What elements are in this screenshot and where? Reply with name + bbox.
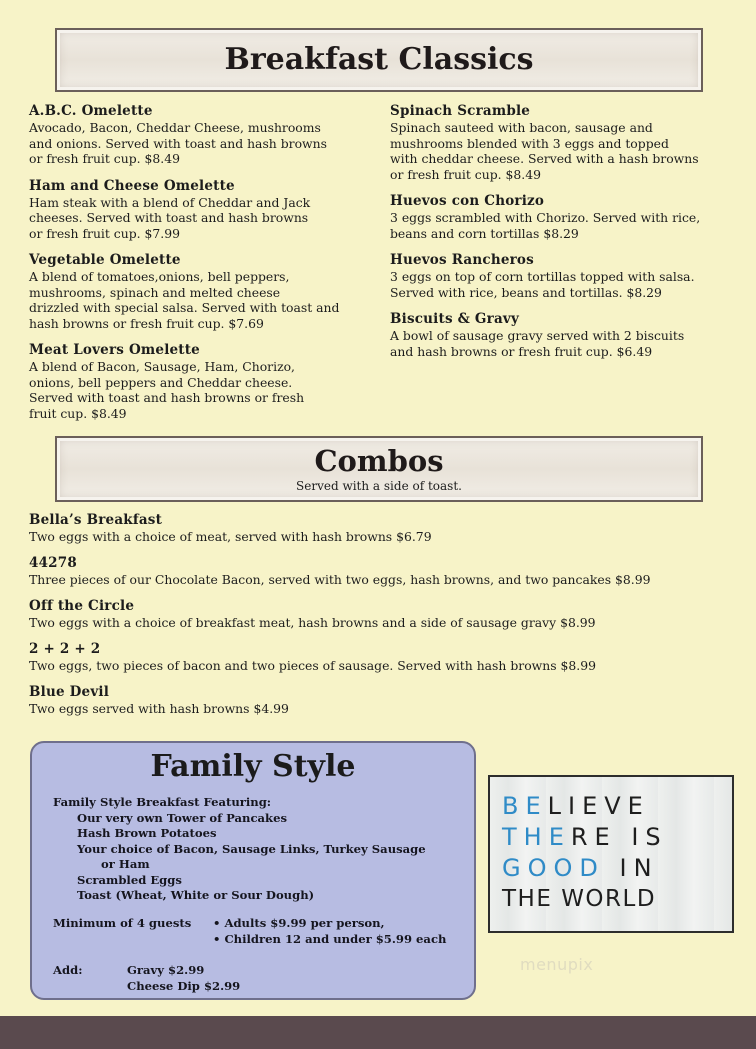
combo-name: 2 + 2 + 2 xyxy=(29,641,101,657)
sign-blue-text: GOOD xyxy=(502,854,605,882)
item-description xyxy=(29,120,369,167)
desc-line: mushrooms, spinach and melted cheese xyxy=(29,284,281,300)
desc-line: Avocado, Bacon, Cheddar Cheese, mushrooms xyxy=(29,120,321,135)
believe-sign xyxy=(488,775,734,933)
combo-item xyxy=(29,511,739,545)
sign-line-2 xyxy=(502,822,732,853)
desc-line: or fresh fruit cup. $8.49 xyxy=(29,151,181,166)
combo-description: Two eggs served with hash browns $4.99 xyxy=(29,701,289,716)
breakfast-classics-banner xyxy=(55,28,703,92)
add-label: Add: xyxy=(53,963,83,977)
item-name: Huevos Rancheros xyxy=(390,252,534,268)
combo-item xyxy=(29,597,739,631)
desc-line: hash browns or fresh fruit cup. $7.69 xyxy=(29,315,264,331)
family-style-addons xyxy=(53,963,473,994)
desc-line: 3 eggs scrambled with Chorizo. Served with rice, xyxy=(390,210,701,225)
desc-line: Spinach sauteed with bacon, sausage and xyxy=(390,120,653,135)
desc-line: cheeses. Served with toast and hash browns xyxy=(29,210,309,225)
section-title-combos: Combos xyxy=(314,444,444,478)
sign-text: IN xyxy=(604,854,659,882)
item-name: A.B.C. Omelette xyxy=(29,103,153,119)
featuring-item: Hash Brown Potatoes xyxy=(77,826,217,840)
menu-item xyxy=(390,251,735,300)
item-name: Huevos con Chorizo xyxy=(390,193,545,209)
combos-subtitle: Served with a side of toast. xyxy=(296,479,462,493)
sign-blue-text: BE xyxy=(502,792,548,820)
sign-text: RE IS xyxy=(570,823,668,851)
item-description xyxy=(390,210,735,241)
item-name: Ham and Cheese Omelette xyxy=(29,177,235,194)
desc-line: with cheddar cheese. Served with a hash browns xyxy=(390,151,699,166)
desc-line: drizzled with special salsa. Served with toast and xyxy=(29,300,340,315)
menu-item xyxy=(29,341,369,421)
combo-item xyxy=(29,554,739,588)
combo-name: Bella’s Breakfast xyxy=(29,512,163,528)
combo-description: Two eggs, two pieces of bacon and two pieces of sausage. Served with hash browns $8.99 xyxy=(29,658,597,673)
sign-line-4: THE WORLD xyxy=(502,886,657,912)
desc-line: A blend of tomatoes,onions, bell peppers, xyxy=(29,269,290,284)
family-style-pricing xyxy=(53,916,473,947)
right-menu-column xyxy=(390,102,735,369)
family-style-box xyxy=(30,741,476,1000)
left-menu-column xyxy=(29,102,369,431)
item-description xyxy=(390,269,735,300)
desc-line: Served with rice, beans and tortillas. $8.29 xyxy=(390,284,662,300)
featuring-item: Your choice of Bacon, Sausage Links, Turkey Sausage xyxy=(77,841,426,856)
combo-description: Two eggs with a choice of breakfast meat, hash browns and a side of sausage gravy $8.99 xyxy=(29,615,596,630)
combo-description: Three pieces of our Chocolate Bacon, served with two eggs, hash browns, and two pancakes $8.99 xyxy=(29,572,651,587)
desc-line: or fresh fruit cup. $8.49 xyxy=(390,166,542,182)
menu-item xyxy=(29,177,369,242)
menu-item xyxy=(29,251,369,331)
desc-line: or fresh fruit cup. $7.99 xyxy=(29,225,181,241)
featuring-item: Our very own Tower of Pancakes xyxy=(77,810,287,825)
combos-list xyxy=(29,511,739,726)
children-price: • Children 12 and under $5.99 each xyxy=(213,931,447,946)
sign-text: LIEVE xyxy=(547,792,650,820)
item-name: Vegetable Omelette xyxy=(29,252,181,268)
bottom-border xyxy=(0,1016,756,1049)
desc-line: beans and corn tortillas $8.29 xyxy=(390,225,579,241)
watermark: menupix xyxy=(520,955,594,974)
family-style-featuring xyxy=(53,795,468,904)
desc-line: and hash browns or fresh fruit cup. $6.49 xyxy=(390,343,653,359)
menu-item xyxy=(390,192,735,241)
featuring-heading: Family Style Breakfast Featuring: xyxy=(53,795,272,809)
sign-blue-text: THE xyxy=(502,823,571,851)
item-name: Biscuits & Gravy xyxy=(390,311,520,327)
sign-line-1 xyxy=(502,791,732,822)
desc-line: 3 eggs on top of corn tortillas topped with salsa. xyxy=(390,269,695,284)
combo-name: Off the Circle xyxy=(29,598,135,614)
combos-banner xyxy=(55,436,703,502)
desc-line: Served with toast and hash browns or fresh xyxy=(29,390,305,405)
desc-line: Ham steak with a blend of Cheddar and Jack xyxy=(29,194,311,210)
adults-price: • Adults $9.99 per person, xyxy=(213,916,385,930)
addon-item: Gravy $2.99 xyxy=(127,963,205,977)
desc-line: A bowl of sausage gravy served with 2 biscuits xyxy=(390,328,685,343)
menu-item xyxy=(29,102,369,167)
desc-line: mushrooms blended with 3 eggs and topped xyxy=(390,135,669,151)
item-description xyxy=(390,120,735,182)
family-style-title: Family Style xyxy=(150,749,356,784)
featuring-item: Scrambled Eggs xyxy=(77,872,182,887)
desc-line: fruit cup. $8.49 xyxy=(29,405,127,421)
item-description xyxy=(29,269,369,331)
combo-name: 44278 xyxy=(29,555,77,571)
menu-item xyxy=(390,102,735,182)
sign-line-3 xyxy=(502,853,732,884)
item-name: Meat Lovers Omelette xyxy=(29,342,200,358)
item-name: Spinach Scramble xyxy=(390,103,531,119)
combo-item xyxy=(29,683,739,717)
featuring-item: Toast (Wheat, White or Sour Dough) xyxy=(77,888,315,902)
combo-item xyxy=(29,640,739,674)
item-description xyxy=(29,359,369,421)
addon-item: Cheese Dip $2.99 xyxy=(127,978,241,993)
combo-name: Blue Devil xyxy=(29,684,110,700)
menu-item xyxy=(390,310,735,359)
desc-line: A blend of Bacon, Sausage, Ham, Chorizo, xyxy=(29,359,295,374)
item-description xyxy=(390,328,735,359)
minimum-guests-label: Minimum of 4 guests xyxy=(53,916,192,930)
section-title-breakfast-classics: Breakfast Classics xyxy=(224,42,534,77)
desc-line: onions, bell peppers and Cheddar cheese. xyxy=(29,374,293,390)
featuring-item-continued: or Ham xyxy=(101,857,150,871)
item-description xyxy=(29,195,369,242)
desc-line: and onions. Served with toast and hash browns xyxy=(29,135,327,151)
combo-description: Two eggs with a choice of meat, served with hash browns $6.79 xyxy=(29,529,432,544)
